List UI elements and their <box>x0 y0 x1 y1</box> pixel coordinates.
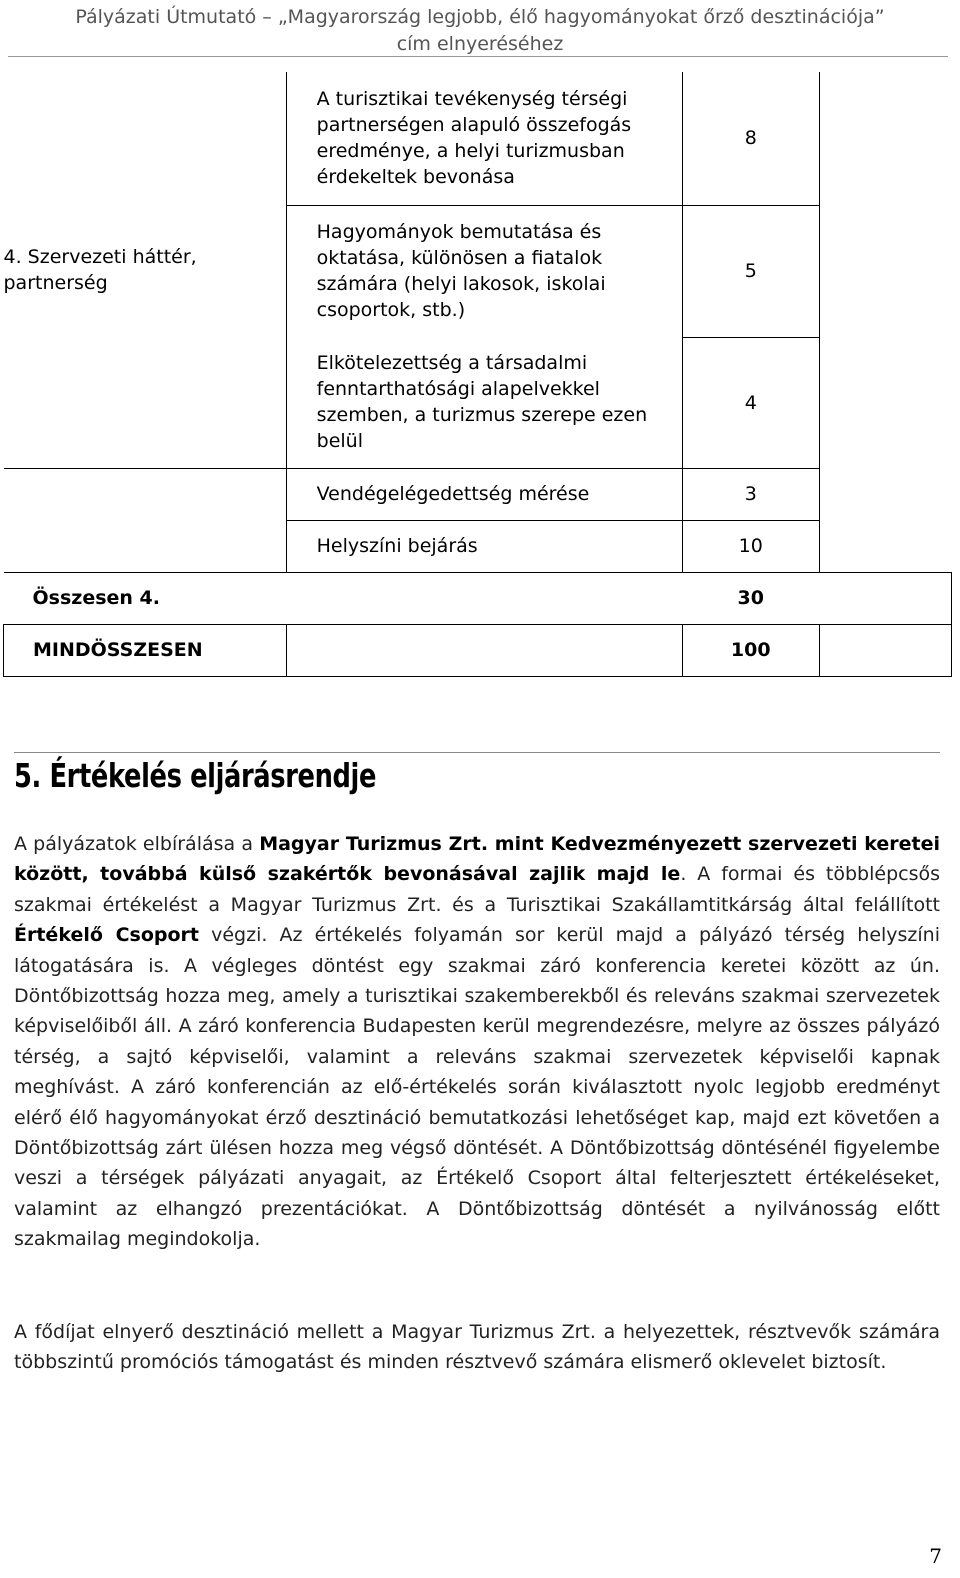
points-cell: 3 <box>682 468 819 520</box>
section-heading: 5. Értékelés eljárásrendje <box>14 756 377 795</box>
paragraph: A fődíjat elnyerő desztináció mellett a Magyar Turizmus Zrt. a helyezettek, résztvevők számára többszintű promóciós támogatást és minden résztvevő számára elismerő oklevelet biztosít. <box>14 1321 940 1374</box>
header-title: Pályázati Útmutató – „Magyarország legjobb, élő hagyományokat őrző desztinációja” <box>75 6 885 28</box>
points-cell: 4 <box>682 337 819 468</box>
criterion-cell <box>286 520 682 572</box>
criterion-text: Elkötelezettség a társadalmi fenntarthatósági alapelvekkel szemben, a turizmus szerepe ezen belül <box>316 352 648 453</box>
total-row <box>4 624 952 676</box>
header-subtitle: cím elnyeréséhez <box>396 33 564 55</box>
bold-run: Értékelő Csoport <box>14 924 199 947</box>
section-divider <box>14 752 940 753</box>
criterion-text: A turisztikai tevékenység térségi partnerségen alapuló összefogás eredménye, a helyi turizmusban érdekeltek bevonása <box>316 88 632 189</box>
total-points: 100 <box>682 624 819 676</box>
empty-cell <box>819 72 951 572</box>
text-run: . A formai és többlépcsős szakmai értékelést a Magyar Turizmus Zrt. és a Turisztikai Szakállamtitkárság által felállított <box>14 863 940 916</box>
criterion-cell <box>286 72 682 205</box>
subtotal-points: 30 <box>682 572 819 624</box>
paragraph <box>14 829 940 1255</box>
subtotal-row <box>4 572 952 624</box>
criterion-text: Helyszíni bejárás <box>316 535 478 557</box>
category-cell <box>4 72 287 468</box>
criterion-cell <box>286 205 682 337</box>
criterion-cell <box>286 468 682 520</box>
text-run: végzi. Az értékelés folyamán sor kerül majd a pályázó térség helyszíni látogatására is. A végleges döntést egy szakmai záró konferencia keretei között az ún. Döntőbizottság hozza meg, amely a turisztikai szakemberekből és releváns szakmai szervezetek képviselőiből áll. A záró konferencia Budapesten kerül megrendezésre, melyre az összes pályázó térség, a sajtó képviselői, valamint a releváns szakmai szervezetek képviselői kapnak meghívást. A záró konferencián az elő-értékelés során kiválasztott nyolc legjobb eredményt elérő élő hagyományokat érző desztináció bemutatkozási lehetőséget kap, majd ezt követően a Döntőbizottság zárt ülésen hozza meg végső döntését. A Döntőbizottság döntésénél figyelembe veszi a térségek pályázati anyagait, az Értékelő Csoport által felterjesztett értékeléseket, valamint az elhangzó prezentációkat. A Döntőbizottság döntését a nyilvánosság előtt szakmailag megindokolja. <box>14 924 940 1251</box>
points-cell: 10 <box>682 520 819 572</box>
criterion-cell <box>286 337 682 468</box>
page-number: 7 <box>929 1544 942 1568</box>
text-run: A pályázatok elbírálása a <box>14 833 260 855</box>
scoring-table <box>3 72 952 677</box>
criterion-text: Hagyományok bemutatása és oktatása, különösen a fiatalok számára (helyi lakosok, iskolai csoportok, stb.) <box>316 221 606 322</box>
running-header <box>0 4 960 58</box>
table-row <box>4 72 952 205</box>
empty-cell <box>819 572 951 624</box>
total-label: MINDÖSSZESEN <box>4 624 287 676</box>
category-label: 4. Szervezeti háttér, partnerség <box>3 245 197 294</box>
criterion-text: Vendégelégedettség mérése <box>316 483 590 505</box>
table-row <box>4 468 952 520</box>
header-divider <box>8 56 948 57</box>
empty-cell <box>819 624 951 676</box>
bold-run: Magyar Turizmus Zrt. mint Kedvezményezett szervezeti keretei között, továbbá külső szakértők bevonásával zajlik majd le <box>14 833 940 886</box>
points-cell: 5 <box>682 205 819 337</box>
subtotal-label: Összesen 4. <box>4 572 683 624</box>
points-cell: 8 <box>682 72 819 205</box>
empty-cell <box>4 468 287 572</box>
empty-cell <box>286 624 682 676</box>
